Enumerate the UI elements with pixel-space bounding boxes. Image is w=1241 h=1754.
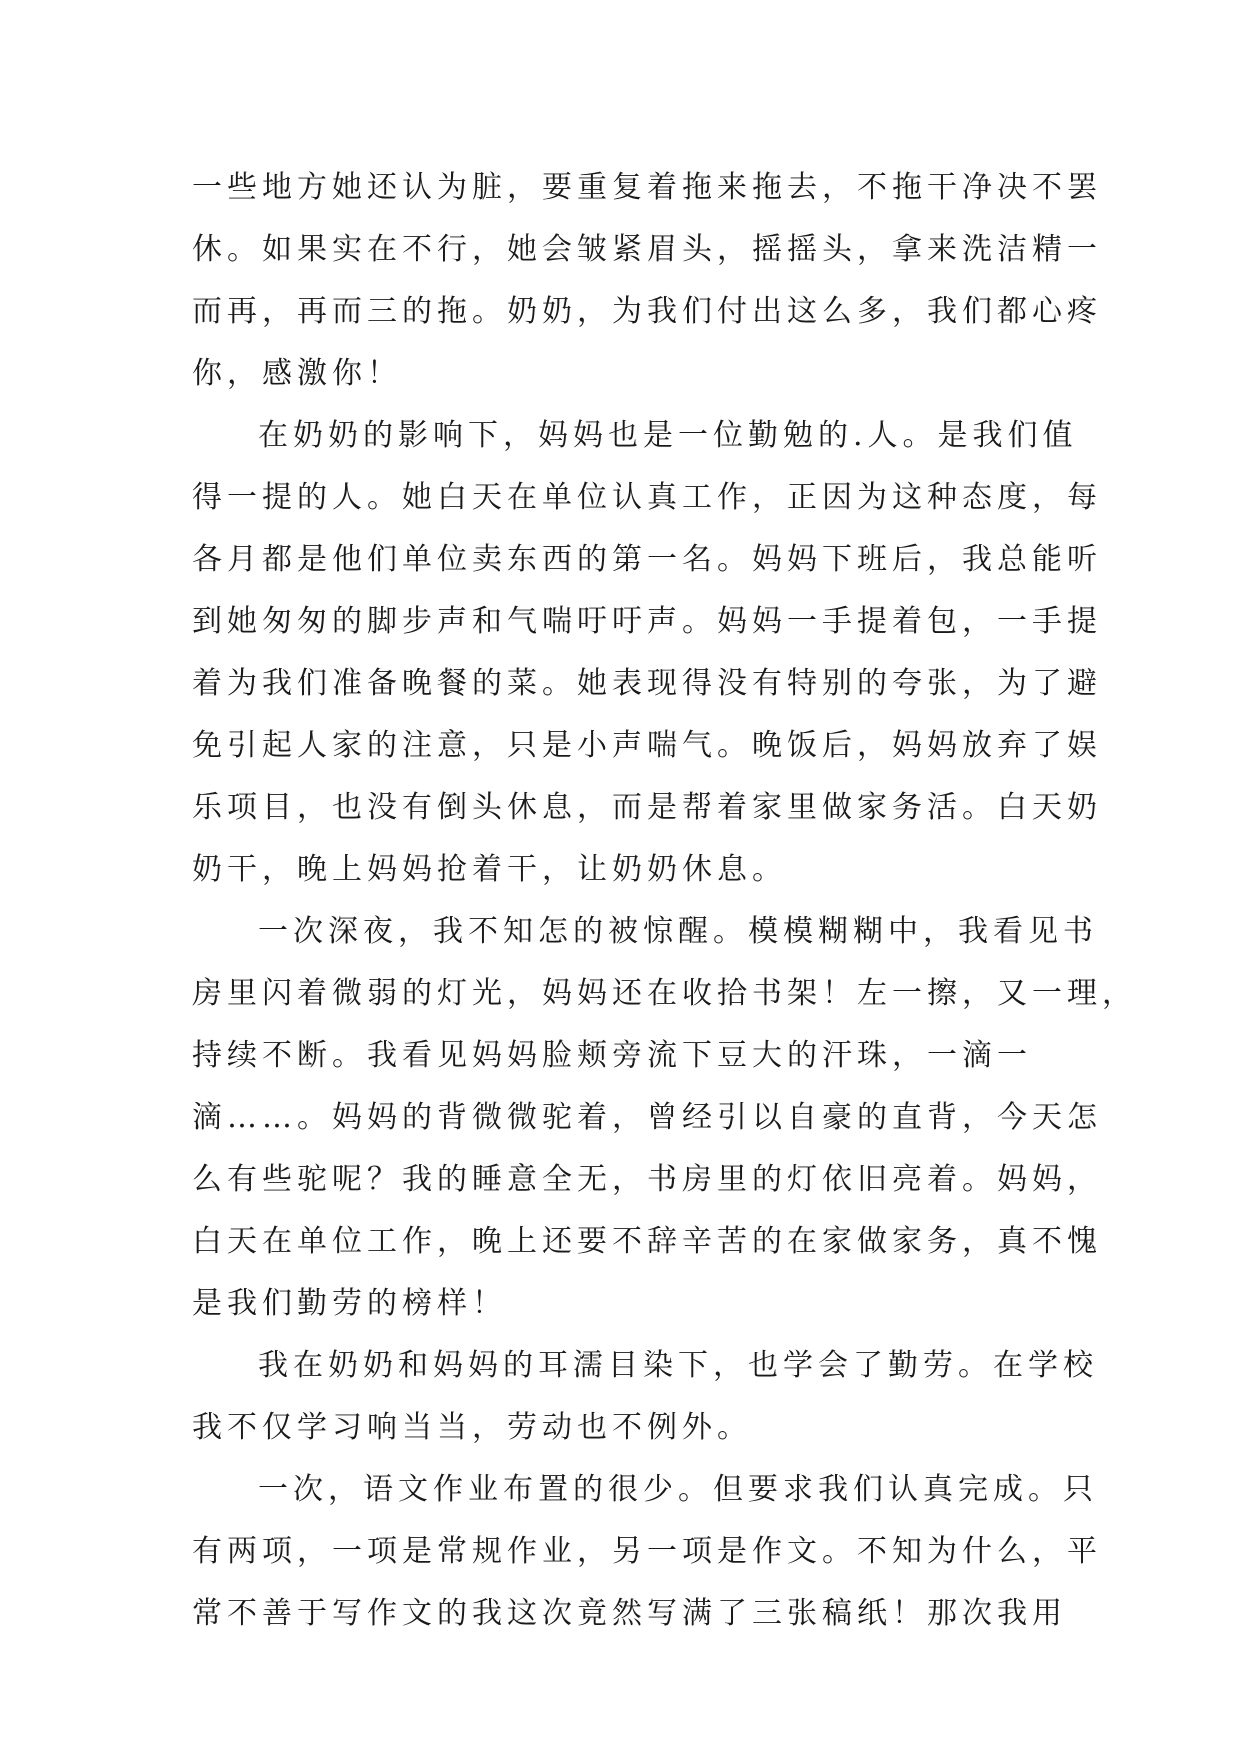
text-line: 到她匆匆的脚步声和气喘吁吁声。妈妈一手提着包，一手提 xyxy=(192,604,1102,639)
text-line: 是我们勤劳的榜样！ xyxy=(192,1286,507,1321)
text-line: 得一提的人。她白天在单位认真工作，正因为这种态度，每 xyxy=(192,480,1102,515)
text-line: 有两项，一项是常规作业，另一项是作文。不知为什么，平 xyxy=(192,1534,1102,1569)
text-line: 在奶奶的影响下，妈妈也是一位勤勉的.人。是我们值 xyxy=(258,418,1078,453)
text-line: 一些地方她还认为脏，要重复着拖来拖去，不拖干净决不罢 xyxy=(192,170,1102,205)
document-body xyxy=(192,157,1137,1645)
text-line: 我不仅学习响当当，劳动也不例外。 xyxy=(192,1410,752,1445)
text-line: 我在奶奶和妈妈的耳濡目染下，也学会了勤劳。在学校 xyxy=(258,1348,1098,1383)
text-line: 滴……。妈妈的背微微驼着，曾经引以自豪的直背，今天怎 xyxy=(192,1100,1102,1135)
text-line: 着为我们准备晚餐的菜。她表现得没有特别的夸张，为了避 xyxy=(192,666,1102,701)
text-line: 常不善于写作文的我这次竟然写满了三张稿纸！那次我用 xyxy=(192,1596,1067,1631)
text-line: 房里闪着微弱的灯光，妈妈还在收拾书架！左一擦，又一理， xyxy=(192,976,1137,1011)
text-line: 休。如果实在不行，她会皱紧眉头，摇摇头，拿来洗洁精一 xyxy=(192,232,1102,267)
text-line: 你，感激你！ xyxy=(192,356,402,391)
text-line: 持续不断。我看见妈妈脸颊旁流下豆大的汗珠，一滴一 xyxy=(192,1038,1032,1073)
text-line: 么有些驼呢？我的睡意全无，书房里的灯依旧亮着。妈妈， xyxy=(192,1162,1102,1197)
text-line: 白天在单位工作，晚上还要不辞辛苦的在家做家务，真不愧 xyxy=(192,1224,1102,1259)
text-line: 免引起人家的注意，只是小声喘气。晚饭后，妈妈放弃了娱 xyxy=(192,728,1102,763)
text-line: 各月都是他们单位卖东西的第一名。妈妈下班后，我总能听 xyxy=(192,542,1102,577)
text-line: 乐项目，也没有倒头休息，而是帮着家里做家务活。白天奶 xyxy=(192,790,1102,825)
text-line: 一次深夜，我不知怎的被惊醒。模模糊糊中，我看见书 xyxy=(258,914,1098,949)
text-line: 奶干，晚上妈妈抢着干，让奶奶休息。 xyxy=(192,852,787,887)
text-line: 而再，再而三的拖。奶奶，为我们付出这么多，我们都心疼 xyxy=(192,294,1102,329)
text-line: 一次，语文作业布置的很少。但要求我们认真完成。只 xyxy=(258,1472,1098,1507)
